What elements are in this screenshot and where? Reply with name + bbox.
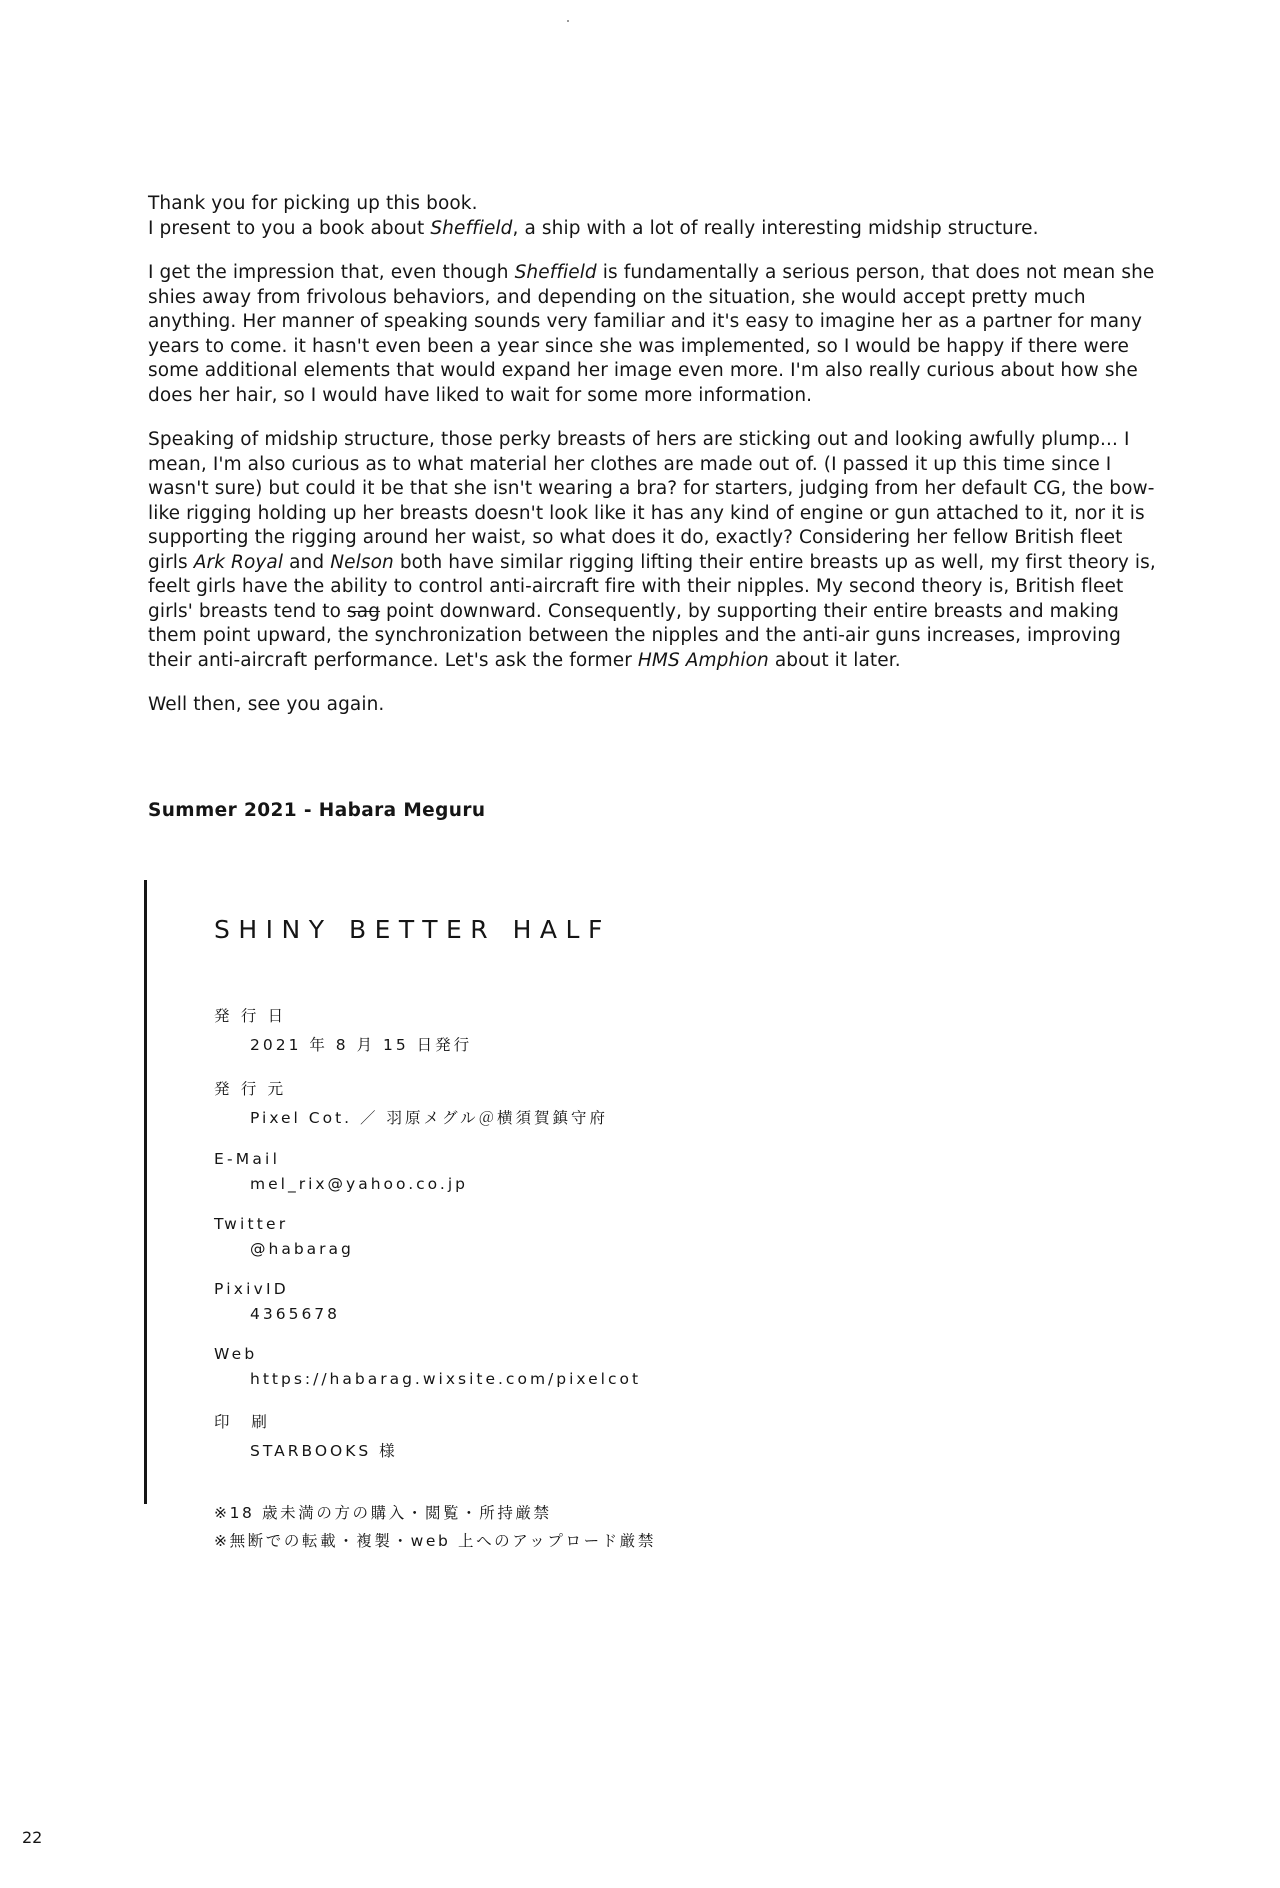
colophon-field <box>214 1004 1014 1055</box>
afterword-paragraph-3: Speaking of midship structure, those perky breasts of hers are sticking out and looking awfully plump... I mean, I'm also curious as to what material her clothes are made out of. (I passed it up this time since I wasn't sure) but could it be that she isn't wearing a bra? for starters, judging from her default CG, the bow-like rigging holding up her breasts doesn't look like it has any kind of engine or gun attached to it, nor it is supporting the rigging around her waist, so what does it do, exactly? Considering her fellow British fleet girls Ark Royal and Nelson both have similar rigging lifting their entire breasts up as well, my first theory is, feelt girls have the ability to control anti-aircraft fire with their nipples. My second theory is, British fleet girls' breasts tend to sag point downward. Consequently, by supporting their entire breasts and making them point upward, the synchronization between the nipples and the anti-air guns increases, improving their anti-aircraft performance. Let's ask the former HMS Amphion about it later. <box>148 429 1156 671</box>
colophon-field-label: Twitter <box>214 1215 289 1233</box>
colophon-divider <box>144 880 147 1504</box>
notice-line: ※18 歳未満の方の購入・閲覧・所持厳禁 <box>214 1504 552 1522</box>
colophon-field-value: @habarag <box>250 1240 354 1258</box>
colophon-notices <box>214 1501 1014 1551</box>
afterword-paragraph-1: Thank you for picking up this book. I present to you a book about Sheffield, a ship with a lot of really interesting midship structure. <box>148 193 1039 239</box>
afterword-paragraph-2: I get the impression that, even though Sheffield is fundamentally a serious person, that does not mean she shies away from frivolous behaviors, and depending on the situation, she would accept pretty much anything. Her manner of speaking sounds very familiar and it's easy to imagine her as a partner for many years to come. it hasn't even been a year since she was implemented, so I would be happy if there were some additional elements that would expand her image even more. I'm also really curious about how she does her hair, so I would have liked to wait for some more information. <box>148 262 1155 406</box>
afterword-paragraph-4: Well then, see you again. <box>148 694 385 715</box>
colophon-field-value: 4365678 <box>250 1305 341 1323</box>
colophon-field-label: PixivID <box>214 1280 289 1298</box>
colophon-field <box>214 1215 1014 1258</box>
colophon-field <box>214 1410 1014 1461</box>
colophon-field-label: E-Mail <box>214 1150 281 1168</box>
page-number: 22 <box>22 1828 43 1847</box>
colophon-field-label: 発 行 元 <box>214 1080 287 1098</box>
colophon-field-value: STARBOOKS 様 <box>250 1442 398 1460</box>
afterword-text <box>148 192 1158 718</box>
colophon-field-label: Web <box>214 1345 258 1363</box>
author-signature: Summer 2021 - Habara Meguru <box>148 800 486 821</box>
colophon-title: SHINY BETTER HALF <box>214 915 611 944</box>
colophon-field-value: Pixel Cot. ／ 羽原メグル＠横須賀鎮守府 <box>250 1109 608 1127</box>
colophon-field <box>214 1077 1014 1128</box>
notice-line: ※無断での転載・複製・web 上へのアップロード厳禁 <box>214 1532 656 1550</box>
colophon-block <box>214 915 1014 1557</box>
registration-mark <box>567 20 569 22</box>
colophon-field-value: https://habarag.wixsite.com/pixelcot <box>250 1370 642 1388</box>
colophon-field-label: 印 刷 <box>214 1413 271 1431</box>
colophon-field <box>214 1280 1014 1323</box>
colophon-field-value: 2021 年 8 月 15 日発行 <box>250 1036 473 1054</box>
colophon-field <box>214 1345 1014 1388</box>
colophon-field-value: mel_rix@yahoo.co.jp <box>250 1175 468 1193</box>
colophon-field <box>214 1150 1014 1193</box>
colophon-field-label: 発 行 日 <box>214 1007 287 1025</box>
